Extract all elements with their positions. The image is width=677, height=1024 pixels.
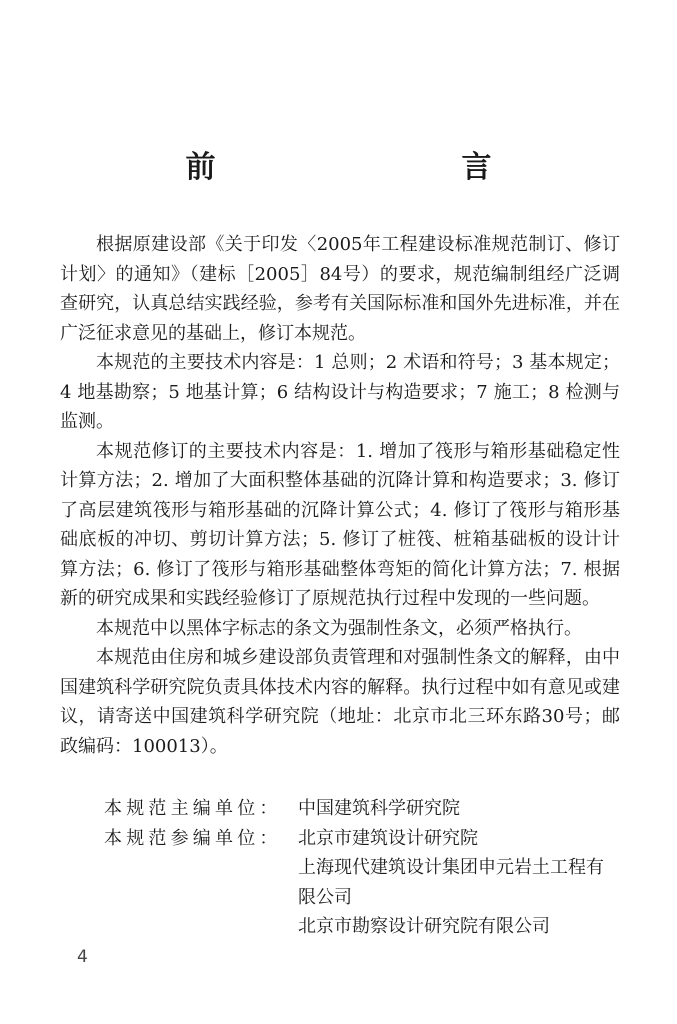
page-number: 4 [77, 947, 88, 967]
paragraph-main-content: 本规范的主要技术内容是：1 总则；2 术语和符号；3 基本规定；4 地基勘察；5 地基计算；6 结构设计与构造要求；7 施工；8 检测与监测。 [60, 352, 620, 432]
participating-unit-name: 上海现代建筑设计集团申元岩土工程有限公司 [298, 857, 604, 908]
participating-unit-name: 北京市建筑设计研究院 [298, 827, 478, 849]
participating-unit-name: 北京市勘察设计研究院有限公司 [298, 916, 550, 937]
preface-body [60, 230, 620, 761]
paragraph-mandatory-clauses: 本规范中以黑体字标志的条文为强制性条文，必须严格执行。 [96, 617, 582, 639]
chief-unit-label: 本规范主编单位： [104, 798, 282, 819]
chief-unit-row [60, 794, 620, 824]
paragraph-revision-basis: 根据原建设部《关于印发〈2005年工程建设标准规范制订、修订计划〉的通知》（建标［2005］84号）的要求，规范编制组经广泛调查研究，认真总结实践经验，参考有关国际标准和国外先进标准，并在广泛征求意见的基础上，修订本规范。 [60, 234, 620, 344]
paragraph-management: 本规范由住房和城乡建设部负责管理和对强制性条文的解释，由中国建筑科学研究院负责具体技术内容的解释。执行过程中如有意见或建议，请寄送中国建筑科学研究院（地址：北京市北三环东路30号；邮政编码：100013）。 [60, 647, 620, 757]
page-title: 前 言 [185, 150, 554, 185]
paragraph-revision-content: 本规范修订的主要技术内容是：1. 增加了筏形与箱形基础稳定性计算方法；2. 增加了大面积整体基础的沉降计算和构造要求；3. 修订了高层建筑筏形与箱形基础的沉降计算公式；4. 修订了筏形与箱形基础底板的冲切、剪切计算方法；5. 修订了桩筏、桩箱基础板的设计计算方法；6. 修订了筏形与箱形基础整体弯矩的简化计算方法；7. 根据新的研究成果和实践经验修订了原规范执行过程中发现的一些问题。 [60, 440, 620, 609]
chief-unit-names [298, 794, 460, 824]
participating-units-label: 本规范参编单位： [104, 827, 282, 849]
chief-unit-name: 中国建筑科学研究院 [298, 798, 460, 819]
participating-unit-names [298, 824, 618, 942]
participating-units-row [60, 824, 620, 942]
editing-units [60, 794, 620, 942]
